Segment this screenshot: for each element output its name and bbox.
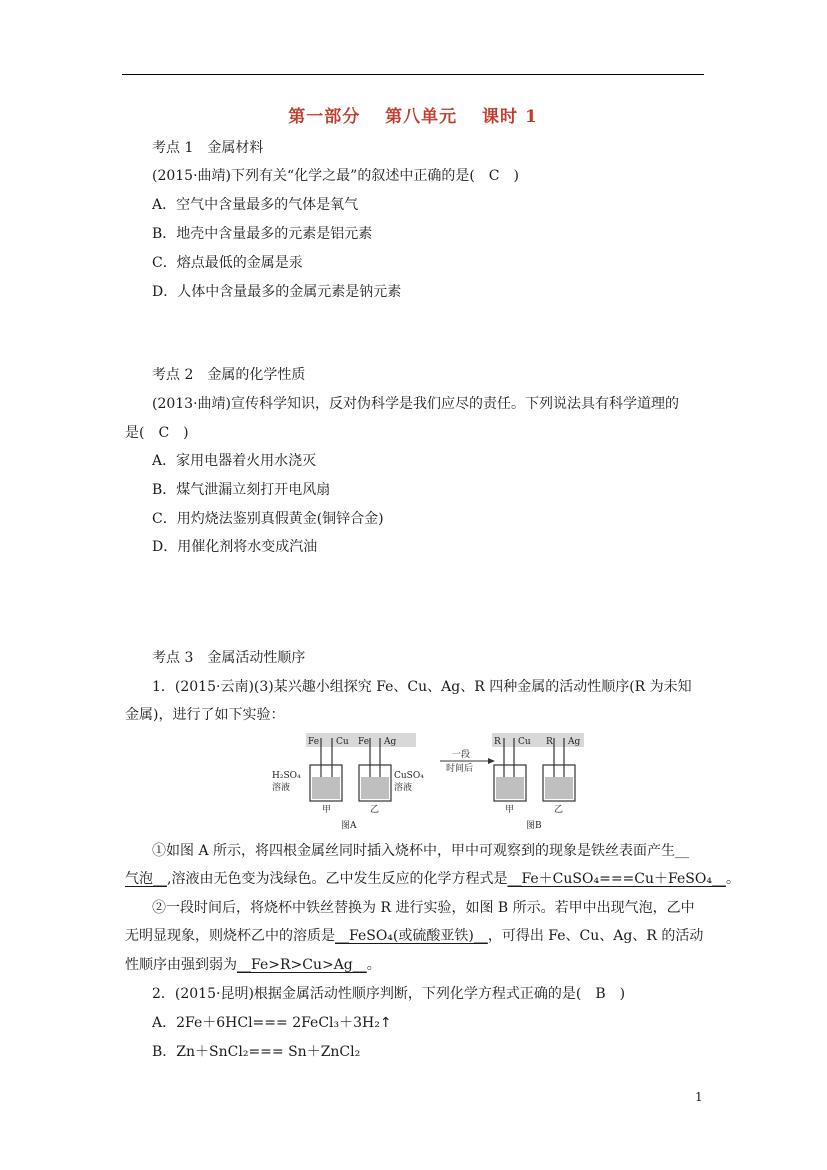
arrow-text: 一段: [452, 750, 471, 760]
answer-text-part: 。: [725, 871, 740, 887]
question-text: (2013·曲靖)宣传科学知识，反对伪科学是我们应尽的责任。下列说法具有科学道理的: [152, 396, 680, 412]
beaker: [310, 765, 342, 801]
question-text: 金属)，进行了如下实验：: [125, 707, 285, 723]
question-text: (2015·曲靖)下列有关“化学之最”的叙述中正确的是( C ): [152, 168, 519, 184]
figure-caption: 图A: [341, 821, 357, 831]
figure-caption: 图B: [526, 821, 542, 831]
answer-text: [125, 869, 740, 889]
section-name: 金属活动性顺序: [207, 650, 306, 666]
section-label: 考点 3: [152, 650, 194, 666]
option: C．用灼烧法鉴别真假黄金(铜锌合金): [152, 511, 384, 527]
arrow-head: [488, 758, 495, 764]
option: A．家用电器着火用水浇灭: [152, 453, 317, 469]
section-heading: [152, 648, 305, 668]
wire-label: Fe: [308, 737, 320, 747]
wire-label: Fe: [358, 737, 370, 747]
page-title: [122, 102, 704, 127]
experiment-figure: [270, 733, 590, 833]
section-label: 考点 1: [152, 140, 194, 156]
answer-text: [125, 926, 703, 946]
option: A．空气中含量最多的气体是氧气: [152, 197, 359, 213]
title-part: 课时 1: [482, 107, 538, 127]
answer-text-part: 。: [366, 957, 381, 973]
title-part: 第一部分: [288, 107, 361, 127]
wire-label: Ag: [384, 737, 397, 747]
option: B．Zn＋SnCl₂=== Sn＋ZnCl₂: [152, 1044, 361, 1060]
solution-label: 溶液: [394, 783, 413, 793]
answer-text: ②一段时间后，将烧杯中铁丝替换为 R 进行实验，如图 B 所示。若甲中出现气泡，乙中: [152, 900, 695, 916]
answer-text-part: 无明显现象，则烧杯乙中的溶质是: [125, 928, 335, 944]
answer-text: [125, 955, 381, 975]
section-name: 金属材料: [207, 140, 264, 156]
answer-blank: __FeSO₄(或硫酸亚铁)__: [335, 928, 488, 944]
option: C．熔点最低的金属是汞: [152, 255, 303, 271]
question-text: 是( C ): [125, 425, 189, 441]
wire-label: Cu: [336, 737, 349, 747]
answer-blank: __Fe>R>Cu>Ag__: [237, 957, 367, 973]
answer-text-part: ，可得出 Fe、Cu、Ag、R 的活动: [487, 928, 704, 944]
beaker-label: 甲: [322, 805, 332, 815]
option: [152, 1013, 392, 1033]
section-label: 考点 2: [152, 367, 194, 383]
answer-text-part: 性顺序由强到弱为: [125, 957, 237, 973]
answer-text: ①如图 A 所示，将四根金属丝同时插入烧杯中，甲中可观察到的现象是铁丝表面产生__: [152, 843, 690, 859]
beaker-label: 甲: [505, 805, 515, 815]
page-number: 1: [695, 1090, 703, 1104]
beaker: [359, 765, 391, 801]
option: B．地壳中含量最多的元素是铝元素: [152, 226, 373, 242]
beaker-label: 乙: [554, 805, 564, 815]
solution-label: H₂SO₄: [272, 771, 301, 781]
beaker: [543, 765, 575, 801]
section-heading: [152, 138, 263, 158]
answer-text-part: ,溶液由无色变为浅绿色。乙中发生反应的化学方程式是: [167, 871, 508, 887]
option: B．煤气泄漏立刻打开电风扇: [152, 482, 331, 498]
solution-label: 溶液: [272, 783, 291, 793]
answer-blank: __Fe＋CuSO₄===Cu＋FeSO₄__: [507, 871, 726, 887]
solution-label: CuSO₄: [394, 771, 424, 781]
section-name: 金属的化学性质: [207, 367, 306, 383]
beaker: [494, 765, 526, 801]
question-text: 2．(2015·昆明)根据金属活动性顺序判断，下列化学方程式正确的是( B ): [152, 986, 626, 1002]
section-heading: [152, 365, 305, 385]
beaker-label: 乙: [370, 805, 380, 815]
wire-label: R: [494, 737, 501, 747]
title-part: 第八单元: [385, 107, 458, 127]
gas-arrow-icon: ↑: [379, 1015, 392, 1031]
answer-blank: 气泡__: [125, 871, 167, 887]
wire-label: Cu: [518, 737, 531, 747]
option: D．用催化剂将水变成汽油: [152, 539, 318, 555]
option-text: A．2Fe＋6HCl=== 2FeCl₃＋3H₂: [152, 1015, 380, 1031]
arrow-text: 时间后: [446, 764, 474, 774]
wire-label: R: [546, 737, 553, 747]
wire-label: Ag: [568, 737, 581, 747]
top-rule: [122, 74, 704, 75]
question-text: 1．(2015·云南)(3)某兴趣小组探究 Fe、Cu、Ag、R 四种金属的活动性顺序(R 为未知: [152, 679, 692, 695]
option: D．人体中含量最多的金属元素是钠元素: [152, 284, 402, 300]
